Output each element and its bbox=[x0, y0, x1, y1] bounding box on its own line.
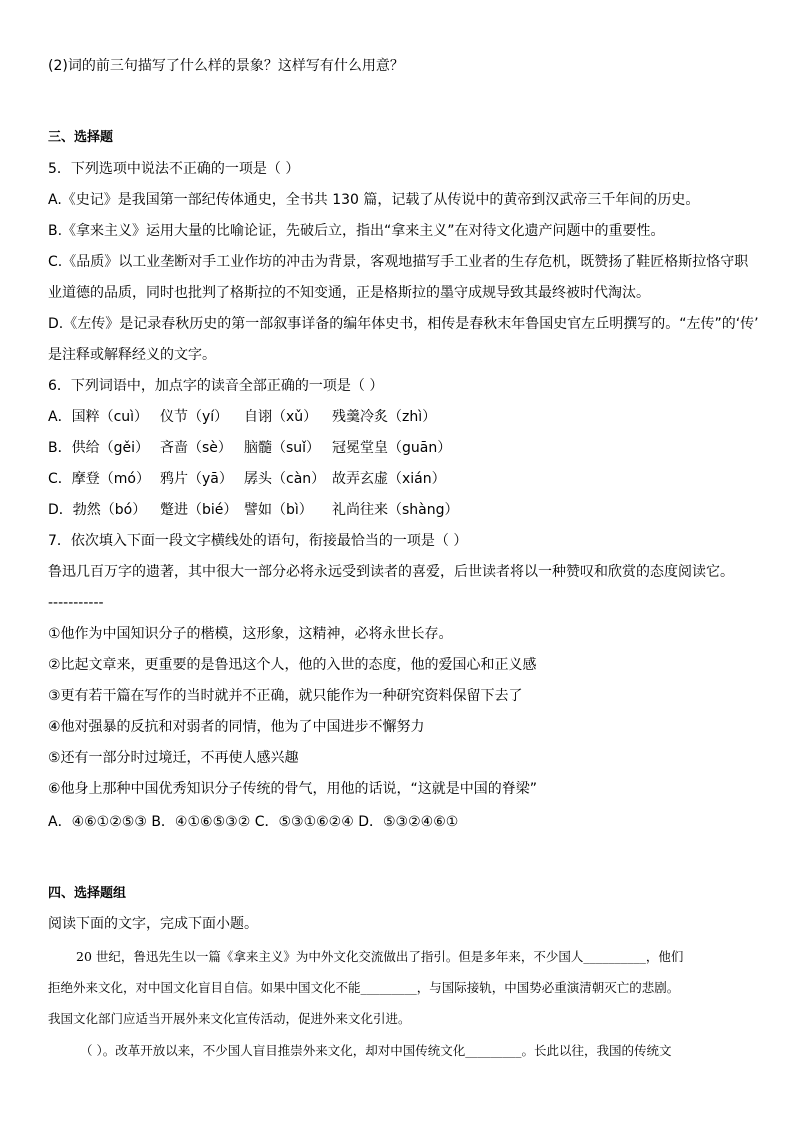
option-word: 吝啬（sè） bbox=[160, 440, 232, 456]
question-7-options: A．④⑥①②⑤③ B．④①⑥⑤③② C．⑤③①⑥②④ D．⑤③②④⑥① bbox=[48, 814, 459, 830]
option-word: 脑髓（suǐ） bbox=[244, 440, 321, 456]
option-word: C．摩登（mó） bbox=[48, 471, 150, 487]
question-7-item-1: ①他作为中国知识分子的楷模，这形象，这精神，必将永世长存。 bbox=[48, 626, 453, 642]
option-word: 仪节（yí） bbox=[160, 409, 229, 425]
question-7-stem: 7．依次填入下面一段文字横线处的语句，衔接最恰当的一项是（ ） bbox=[48, 533, 468, 549]
reading-passage-line: （ ）。改革开放以来，不少国人盲目推崇外来文化，却对中国传统文化_________。长此以往，我国的传统文 bbox=[80, 1043, 672, 1058]
question-7-item-5: ⑤还有一部分时过境迁，不再使人感兴趣 bbox=[48, 750, 299, 766]
option-word: B．供给（gěi） bbox=[48, 440, 149, 456]
option-word: 残羹冷炙（zhì） bbox=[332, 409, 437, 425]
option-word: 鸦片（yā） bbox=[160, 471, 233, 487]
question-5-option-b: B.《拿来主义》运用大量的比喻论证，先破后立，指出“拿来主义”在对待文化遗产问题中的重要性。 bbox=[48, 223, 665, 239]
option-word: 蹩进（bié） bbox=[160, 502, 238, 518]
question-5-option-a: A.《史记》是我国第一部纪传体通史，全书共 130 篇，记载了从传说中的黄帝到汉武帝三千年间的历史。 bbox=[48, 192, 700, 208]
question-7-item-3: ③更有若干篇在写作的当时就并不正确，就只能作为一种研究资料保留下去了 bbox=[48, 688, 523, 704]
option-word: D．勃然（bó） bbox=[48, 502, 147, 518]
question-7-blank: ----------- bbox=[48, 595, 104, 611]
question-item-2: (2)词的前三句描写了什么样的景象？这样写有什么用意？ bbox=[48, 58, 404, 74]
reading-instruction: 阅读下面的文字，完成下面小题。 bbox=[48, 916, 258, 932]
reading-passage-line: 我国文化部门应适当开展外来文化宣传活动，促进外来文化引进。 bbox=[48, 1011, 411, 1026]
option-word: 譬如（bì） bbox=[244, 502, 313, 518]
option-word: 冠冕堂皇（guān） bbox=[332, 440, 452, 456]
reading-passage-line: 拒绝外来文化，对中国文化盲目自信。如果中国文化不能_________，与国际接轨，中国势必重演清朝灭亡的悲剧。 bbox=[48, 980, 680, 995]
question-6-option-d bbox=[48, 500, 754, 520]
option-word: 礼尚往来（shàng） bbox=[332, 502, 459, 518]
question-5-option-c-line1: C.《品质》以工业垄断对手工业作坊的冲击为背景，客观地描写手工业者的生存危机，既赞扬了鞋匠格斯拉恪守职 bbox=[48, 254, 749, 270]
question-7-item-2: ②比起文章来，更重要的是鲁迅这个人，他的入世的态度，他的爱国心和正义感 bbox=[48, 657, 537, 673]
question-5-stem: 5．下列选项中说法不正确的一项是（ ） bbox=[48, 161, 300, 177]
question-5-option-d-line1: D.《左传》是记录春秋历史的第一部叙事详备的编年体史书，相传是春秋末年鲁国史官左丘明撰写的。“左传”的‘传’ bbox=[48, 316, 759, 332]
question-6-stem: 6．下列词语中，加点字的读音全部正确的一项是（ ） bbox=[48, 378, 384, 394]
question-6-option-c bbox=[48, 469, 754, 489]
question-7-item-6: ⑥他身上那种中国优秀知识分子传统的骨气，用他的话说，“这就是中国的脊梁” bbox=[48, 781, 538, 797]
option-word: 故弄玄虚（xián） bbox=[332, 471, 446, 487]
question-6-option-b bbox=[48, 438, 754, 458]
question-7-item-4: ④他对强暴的反抗和对弱者的同情，他为了中国进步不懈努力 bbox=[48, 719, 425, 735]
reading-passage-line: 20 世纪，鲁迅先生以一篇《拿来主义》为中外文化交流做出了指引。但是多年来，不少国人__________，他们 bbox=[76, 949, 684, 964]
question-7-passage: 鲁迅几百万字的遗著，其中很大一部分必将永远受到读者的喜爱，后世读者将以一种赞叹和欣赏的态度阅读它。 bbox=[48, 564, 734, 580]
section-heading-choice-group: 四、选择题组 bbox=[48, 886, 127, 901]
option-word: 自诩（xǔ） bbox=[244, 409, 318, 425]
question-5-option-d-line2: 是注释或解释经义的文字。 bbox=[48, 347, 216, 363]
section-heading-choice: 三、选择题 bbox=[48, 130, 114, 145]
question-6-option-a bbox=[48, 407, 754, 427]
option-word: 孱头（càn） bbox=[244, 471, 326, 487]
option-word: A．国粹（cuì） bbox=[48, 409, 149, 425]
question-5-option-c-line2: 业道德的品质，同时也批判了格斯拉的不知变通，正是格斯拉的墨守成规导致其最终被时代淘汰。 bbox=[48, 285, 650, 301]
